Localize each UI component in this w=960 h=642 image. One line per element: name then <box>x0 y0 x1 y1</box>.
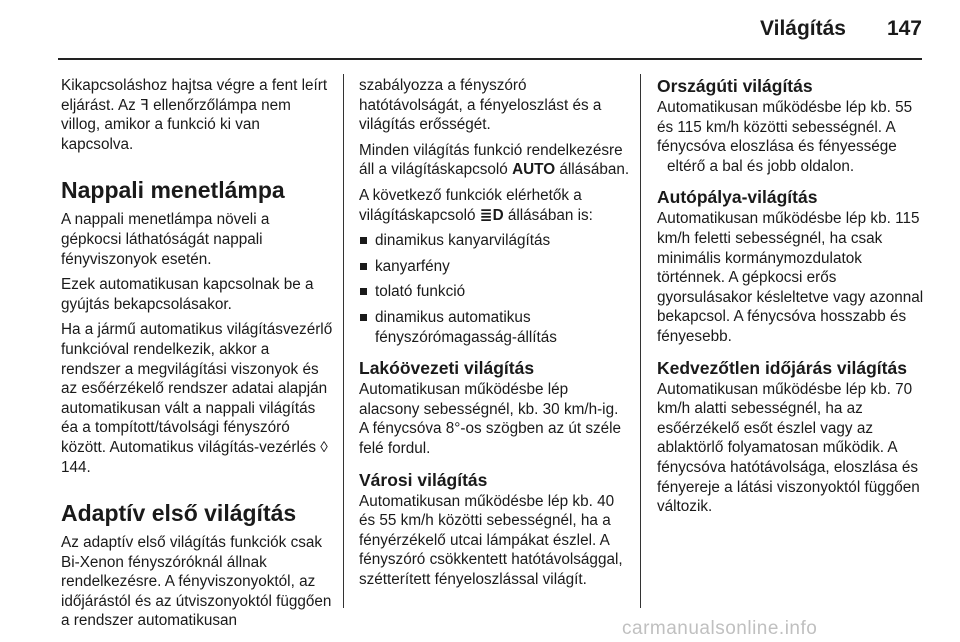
section-heading-residential: Lakóövezeti világítás <box>359 358 535 379</box>
paragraph: Ha a jármű automatikus világításvezérlő funkcióval rendelkezik, akkor a rendszer a megvilágítási viszonyok és az esőérzékelő rendszer adatai alapján automatikusan vált a nappali világítás éa a tompított/távolsági fényszóró között. Automatikus világítás-vezérlés ◊ 144. <box>61 321 333 476</box>
paragraph: Automatikusan működésbe lép kb. 115 km/h feletti sebességnél, ha csak minimális kormánymozdulatok történnek. A gépkocsi erős gyorsulásakor késleltetve vagy azonnal bekapcsol. A fénycsóva hosszabb és fényesebb. <box>657 210 924 345</box>
bullet-icon <box>360 237 367 244</box>
list-item: dinamikus kanyarvilágítás <box>359 231 631 251</box>
column-right <box>657 76 929 523</box>
paragraph: A következő funkciók elérhetők a világításkapcsoló ≣D állásában is: <box>359 186 593 224</box>
section-heading-country: Országúti világítás <box>657 76 813 96</box>
column-left <box>61 76 333 637</box>
paragraph: Ezek automatikusan kapcsolnak be a gyújtás bekapcsolásakor. <box>61 276 314 313</box>
section-heading-urban: Városi világítás <box>359 469 488 490</box>
watermark: carmanualsonline.info <box>622 618 818 639</box>
section-heading-motorway: Autópálya-világítás <box>657 187 818 208</box>
column-middle <box>359 76 631 595</box>
paragraph: Automatikusan működésbe lép kb. 70 km/h alatti sebességnél, ha az esőérzékelő esőt észlel vagy az ablaktörlő folyamatosan működik. A fénycsóva hatótávolsága, eloszlása és fényereje a látási viszonyoktól függően változik. <box>657 380 920 516</box>
list-item: tolató funkció <box>359 282 631 302</box>
paragraph: Az adaptív első világítás funkciók csak Bi-Xenon fényszóróknál állnak rendelkezésre. A fényviszonyoktól, az időjárástól és az útviszonyoktól függően a rendszer automatikusan <box>61 534 332 630</box>
bullet-icon <box>360 288 367 295</box>
bullet-icon <box>360 263 367 270</box>
feature-list <box>359 231 631 347</box>
paragraph: Automatikusan működésbe lép alacsony sebességnél, kb. 30 km/h-ig. A fénycsóva 8°-os szögben az út széle felé fordul. <box>359 381 622 457</box>
headlight-icon: ≣D <box>479 206 504 224</box>
page-title: Világítás <box>760 17 846 40</box>
list-item: kanyarfény <box>359 257 631 277</box>
section-heading-daylight: Nappali menetlámpa <box>61 177 285 204</box>
page-header <box>0 0 960 56</box>
section-heading-weather: Kedvezőtlen időjárás világítás <box>657 357 907 378</box>
column-divider <box>343 74 344 608</box>
paragraph: Minden világítás funkció rendelkezésre áll a világításkapcsoló AUTO állásában. <box>359 141 630 179</box>
paragraph: Kikapcsoláshoz hajtsa végre a fent leírt eljárást. Az ꟻ ellenőrzőlámpa nem villog, amikor a funkció ki van kapcsolva. <box>61 77 328 153</box>
paragraph: A nappali menetlámpa növeli a gépkocsi láthatóságát nappali fényviszonyok esetén. <box>61 211 270 268</box>
paragraph: szabályozza a fényszóró hatótávolságát, a fényeloszlást és a világítás erősségét. <box>359 77 602 134</box>
page-number: 147 <box>886 17 922 40</box>
section-heading-adaptive: Adaptív első világítás <box>61 500 297 527</box>
bullet-icon <box>360 314 367 321</box>
paragraph: Automatikusan működésbe lép kb. 55 és 115 km/h közötti sebességnél. A fénycsóva eloszlása és fényessége eltérő a bal és jobb oldalon. <box>657 99 913 175</box>
paragraph: Automatikusan működésbe lép kb. 40 és 55 km/h közötti sebességnél, ha a fényérzékelő utcai lámpákat észlel. A fényszóró csökkentett hatótávolsággal, szétterített fényeloszlással világít. <box>359 492 623 588</box>
column-divider <box>640 74 641 608</box>
auto-label: AUTO <box>512 161 556 179</box>
list-item: dinamikus automatikus fényszórómagasság-állítás <box>359 308 631 347</box>
header-divider <box>58 58 922 60</box>
